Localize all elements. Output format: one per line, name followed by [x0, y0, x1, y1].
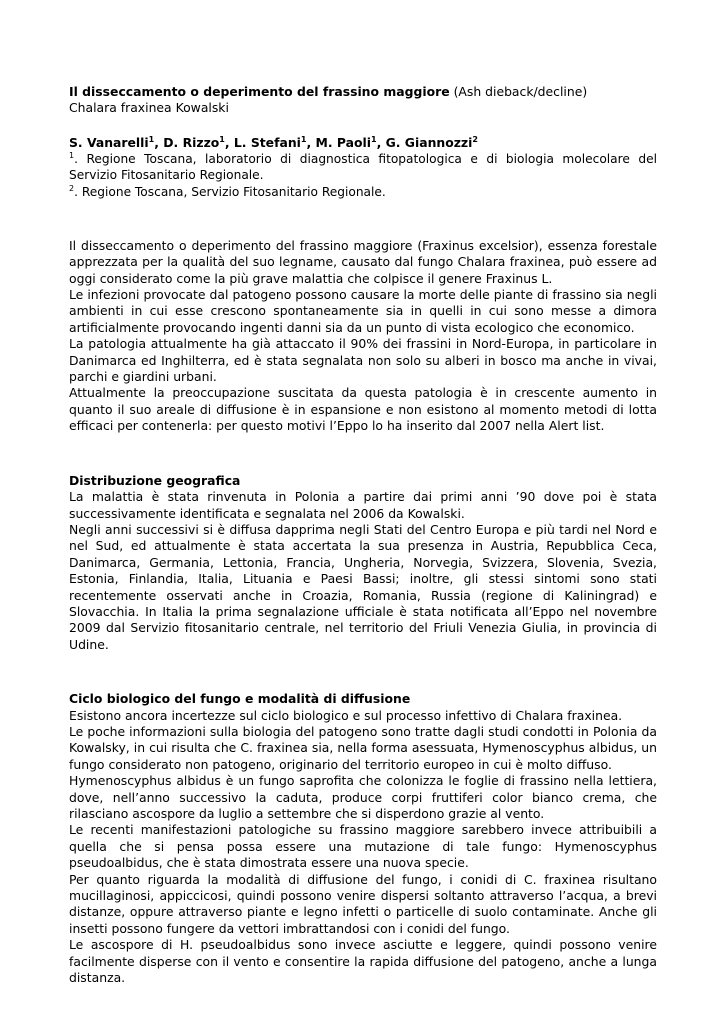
author-name: L. Stefani: [233, 134, 301, 150]
body-paragraph: Per quanto riguarda la modalità di diffusione del fungo, i conidi di C. fraxinea risultano mucillaginosi, appiccicosi, quindi possono venire dispersi soltanto attraverso l’acqua, a brevi distanze, oppure attraverso piante e legno infetti o particelle di suolo contaminate. Anche gli insetti possono fungere da vettori imbrattandosi con i conidi del fungo.: [69, 871, 657, 936]
body-paragraph: Esistono ancora incertezze sul ciclo biologico e sul processo infettivo di Chalara fraxinea.: [69, 707, 623, 723]
body-paragraph: Hymenoscyphus albidus è un fungo saprofita che colonizza le foglie di frassino nella lettiera, dove, nell’anno successivo la caduta, produce corpi fruttiferi color bianco crema, che rilasciano ascospore da luglio a settembre che si disperdono grazie al vento.: [69, 773, 657, 822]
body-paragraph: Le recenti manifestazioni patologiche su frassino maggiore sarebbero invece attribuibili a quella che si pensa possa essere una mutazione di tale fungo: Hymenoscyphus pseudoalbidus, che è stata dimostrata essere una nuova specie.: [69, 822, 657, 871]
body-paragraph: Le infezioni provocate dal patogeno possono causare la morte delle piante di frassino sia negli ambienti in cui esse crescono spontaneamente sia in quelli in cui sono messe a dimora artificialmente provocando ingenti danni sia da un punto di vista ecologico che economico.: [69, 287, 657, 335]
author-affiliation-mark: 1: [148, 134, 155, 144]
author-separator: ,: [224, 134, 234, 150]
author-name: G. Giannozzi: [385, 134, 473, 150]
intro-paragraphs: [69, 238, 657, 435]
affiliation-line: [69, 151, 657, 183]
body-paragraph: La patologia attualmente ha già attaccato il 90% dei frassini in Nord-Europa, in particolare in Danimarca ed Inghilterra, ed è stata segnalata non solo su alberi in bosco ma anche in vivai, parchi e giardini urbani.: [69, 336, 657, 385]
body-paragraph: Le ascospore di H. pseudoalbidus sono invece asciutte e leggere, quindi possono venire facilmente disperse con il vento e consentire la rapida diffusione del patogeno, anche a lunga distanza.: [69, 937, 657, 986]
title-english: (Ash dieback/decline): [453, 84, 588, 99]
affiliations: [69, 151, 657, 200]
title-main: Il disseccamento o deperimento del frassino maggiore: [69, 84, 450, 99]
body-paragraph: Il disseccamento o deperimento del frassino maggiore (Fraxinus excelsior), essenza forestale apprezzata per la qualità del suo legname, causato dal fungo Chalara fraxinea, può essere ad oggi considerato come la più grave malattia che colpisce il genere Fraxinus L.: [69, 237, 657, 286]
author-separator: ,: [154, 134, 164, 150]
authors-line: [69, 135, 657, 151]
intro-section: [69, 238, 657, 435]
document-page: [69, 84, 657, 986]
title-block: [69, 84, 657, 117]
author-separator: ,: [306, 134, 316, 150]
author-name: D. Rizzo: [163, 134, 220, 150]
body-paragraph: Attualmente la preoccupazione suscitata da questa patologia è in crescente aumento in quanto il suo areale di diffusione è in espansione e non esistono al momento metodi di lotta efficaci per contenerla: per questo motivi l’Eppo lo ha inserito dal 2007 nella Alert list.: [69, 385, 657, 434]
author-affiliation-mark: 1: [219, 134, 225, 144]
affiliation-line: [69, 184, 657, 200]
author-name: S. Vanarelli: [69, 134, 149, 150]
author-affiliation-mark: 1: [370, 134, 377, 144]
lifecycle-section: [69, 691, 657, 986]
author-affiliation-mark: 2: [472, 134, 478, 144]
affiliation-text: . Regione Toscana, Servizio Fitosanitario Regionale.: [74, 184, 386, 199]
lifecycle-paragraphs: [69, 708, 657, 987]
author-separator: ,: [376, 134, 386, 150]
body-paragraph: Le poche informazioni sulla biologia del patogeno sono tratte dagli studi condotti in Polonia da Kowalsky, in cui risulta che C. fraxinea sia, nella forma asessuata, Hymenoscyphus albidus, un fungo considerato non patogeno, originario del territorio europeo in cui è molto diffuso.: [69, 723, 657, 772]
document-title: [69, 84, 657, 100]
distribution-section: [69, 473, 657, 653]
author-name: M. Paoli: [315, 134, 371, 150]
affiliation-mark: 2: [69, 183, 75, 193]
title-species: Chalara fraxinea Kowalski: [69, 100, 229, 116]
body-paragraph: La malattia è stata rinvenuta in Polonia a partire dai primi anni ’90 dove poi è stata successivamente identificata e segnalata nel 2006 da Kowalski.: [69, 489, 657, 521]
authors-block: [69, 135, 657, 200]
author-affiliation-mark: 1: [300, 134, 307, 144]
distribution-paragraphs: [69, 489, 657, 653]
body-paragraph: Negli anni successivi si è diffusa dapprima negli Stati del Centro Europa e più tardi nel Nord e nel Sud, ed attualmente è stata accertata la sua presenza in Austria, Repubblica Ceca, Danimarca, Germania, Lettonia, Francia, Ungheria, Norvegia, Svizzera, Slovenia, Svezia, Estonia, Finlandia, Italia, Lituania e Paesi Bassi; inoltre, gli stessi sintomi sono stati recentemente osservati anche in Croazia, Romania, Russia (regione di Kaliningrad) e Slovacchia. In Italia la prima segnalazione ufficiale è stata notificata all’Eppo nel novembre 2009 dal Servizio fitosanitario centrale, nel territorio del Friuli Venezia Giulia, in provincia di Udine.: [69, 521, 657, 652]
affiliation-text: . Regione Toscana, laboratorio di diagnostica fitopatologica e di biologia molecolare del Servizio Fitosanitario Regionale.: [69, 152, 657, 183]
lifecycle-heading: Ciclo biologico del fungo e modalità di diffusione: [69, 691, 411, 707]
distribution-heading: Distribuzione geografica: [69, 472, 241, 488]
affiliation-mark: 1: [69, 151, 75, 161]
